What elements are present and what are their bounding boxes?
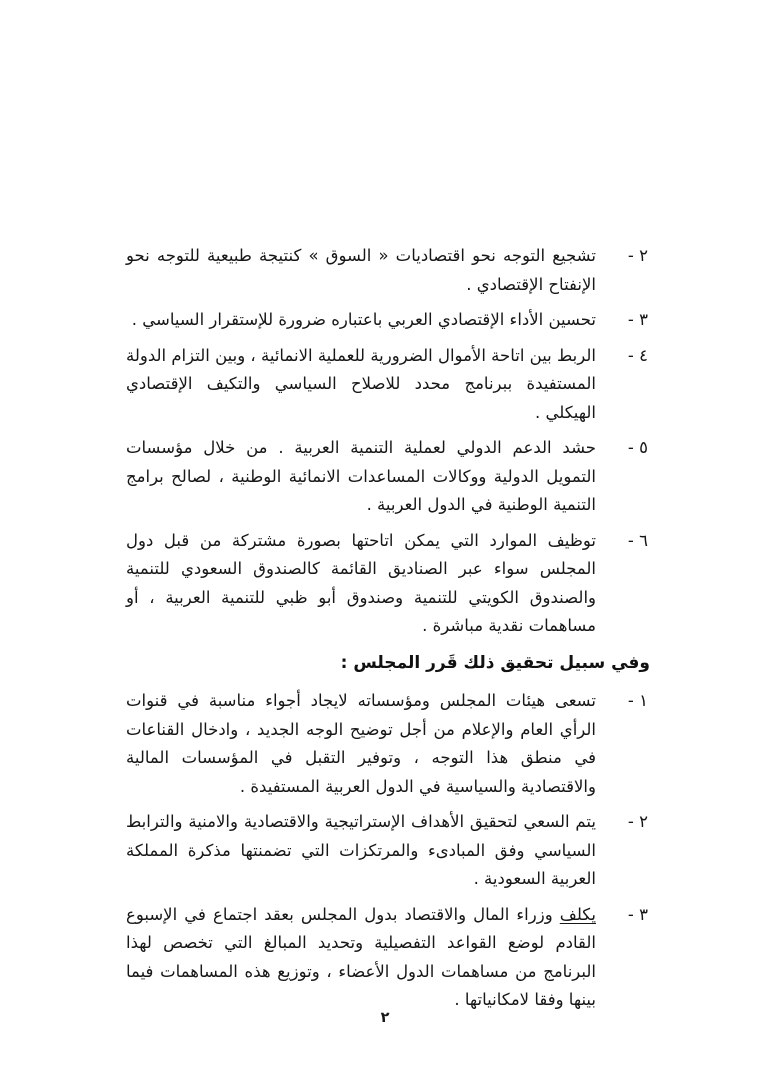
item-number: ٣ - — [627, 904, 648, 924]
item-text: تحسين الأداء الإقتصادي العربي باعتباره ضرورة للإستقرار السياسي . — [131, 310, 596, 329]
item-number: ٣ - — [627, 310, 648, 329]
item-number: ٥ - — [627, 438, 648, 457]
item-number: ١ - — [627, 691, 648, 710]
item-text: تسعى هيئات المجلس ومؤسساته لايجاد أجواء مناسبة في قنوات الرأي العام والإعلام من أجل توضيح الوجه الجديد ، وادخال القناعات في منطق هذا التوجه ، وتوفير التقبل في المؤسسات المالية والاقتصادية والسياسية في الدول العربية المستفيدة . — [126, 691, 596, 796]
item-text: حشد الدعم الدولي لعملية التنمية العربية . من خلال مؤسسات التمويل الدولية ووكالات المساعدات الانمائية الوطنية ، لصالح برامج التنمية الوطنية في الدول العربية . — [126, 438, 596, 514]
list-item — [126, 306, 650, 335]
item-text: تشجيع التوجه نحو اقتصاديات « السوق » كنتيجة طبيعية للتوجه نحو الإنفتاح الإقتصادي . — [126, 246, 596, 294]
item-number: ٢ - — [627, 246, 648, 265]
item-number: ٦ - — [627, 530, 648, 550]
item-text: يكلف وزراء المال والاقتصاد بدول المجلس بعقد اجتماع في الإسبوع القادم لوضع القواعد التفصيلية وتحديد المبالغ التي تخصص لهذا البرنامج من مساهمات الدول الأعضاء ، وتوزيع هذه المساهمات فيما بينها وفقا لامكانياتها . — [126, 904, 596, 1009]
item-number: ٤ - — [627, 345, 648, 365]
page-content — [126, 242, 650, 1022]
list-item — [126, 342, 650, 428]
list-item — [126, 434, 650, 520]
list-item — [126, 687, 650, 801]
list-item — [126, 242, 650, 299]
list-item — [126, 808, 650, 894]
numbered-list-top — [126, 242, 650, 641]
page-number: ٢ — [380, 1010, 390, 1026]
list-item — [126, 527, 650, 641]
item-text: توظيف الموارد التي يمكن اتاحتها بصورة مشتركة من قبل دول المجلس سواء عبر الصناديق القائمة كالصندوق السعودي للتنمية والصندوق الكويتي للتنمية وصندوق أبو ظبي للتنمية العربية ، أو مساهمات نقدية مباشرة . — [126, 530, 596, 635]
item-number: ٢ - — [627, 812, 648, 831]
numbered-list-decisions — [126, 687, 650, 1015]
underlined-word: يكلف — [559, 904, 596, 924]
item-text: يتم السعي لتحقيق الأهداف الإستراتيجية والاقتصادية والامنية والترابط السياسي وفق المبادىء والمرتكزات التي تضمنتها مذكرة المملكة العربية السعودية . — [126, 812, 596, 888]
section-heading: وفي سبيل تحقيق ذلك قَرر المجلس : — [340, 652, 650, 673]
list-item — [126, 901, 650, 1015]
item-text: الربط بين اتاحة الأموال الضرورية للعملية الانمائية ، وبين التزام الدولة المستفيدة ببرنامج محدد للاصلاح السياسي والتكيف الإقتصادي الهيكلي . — [125, 345, 596, 422]
